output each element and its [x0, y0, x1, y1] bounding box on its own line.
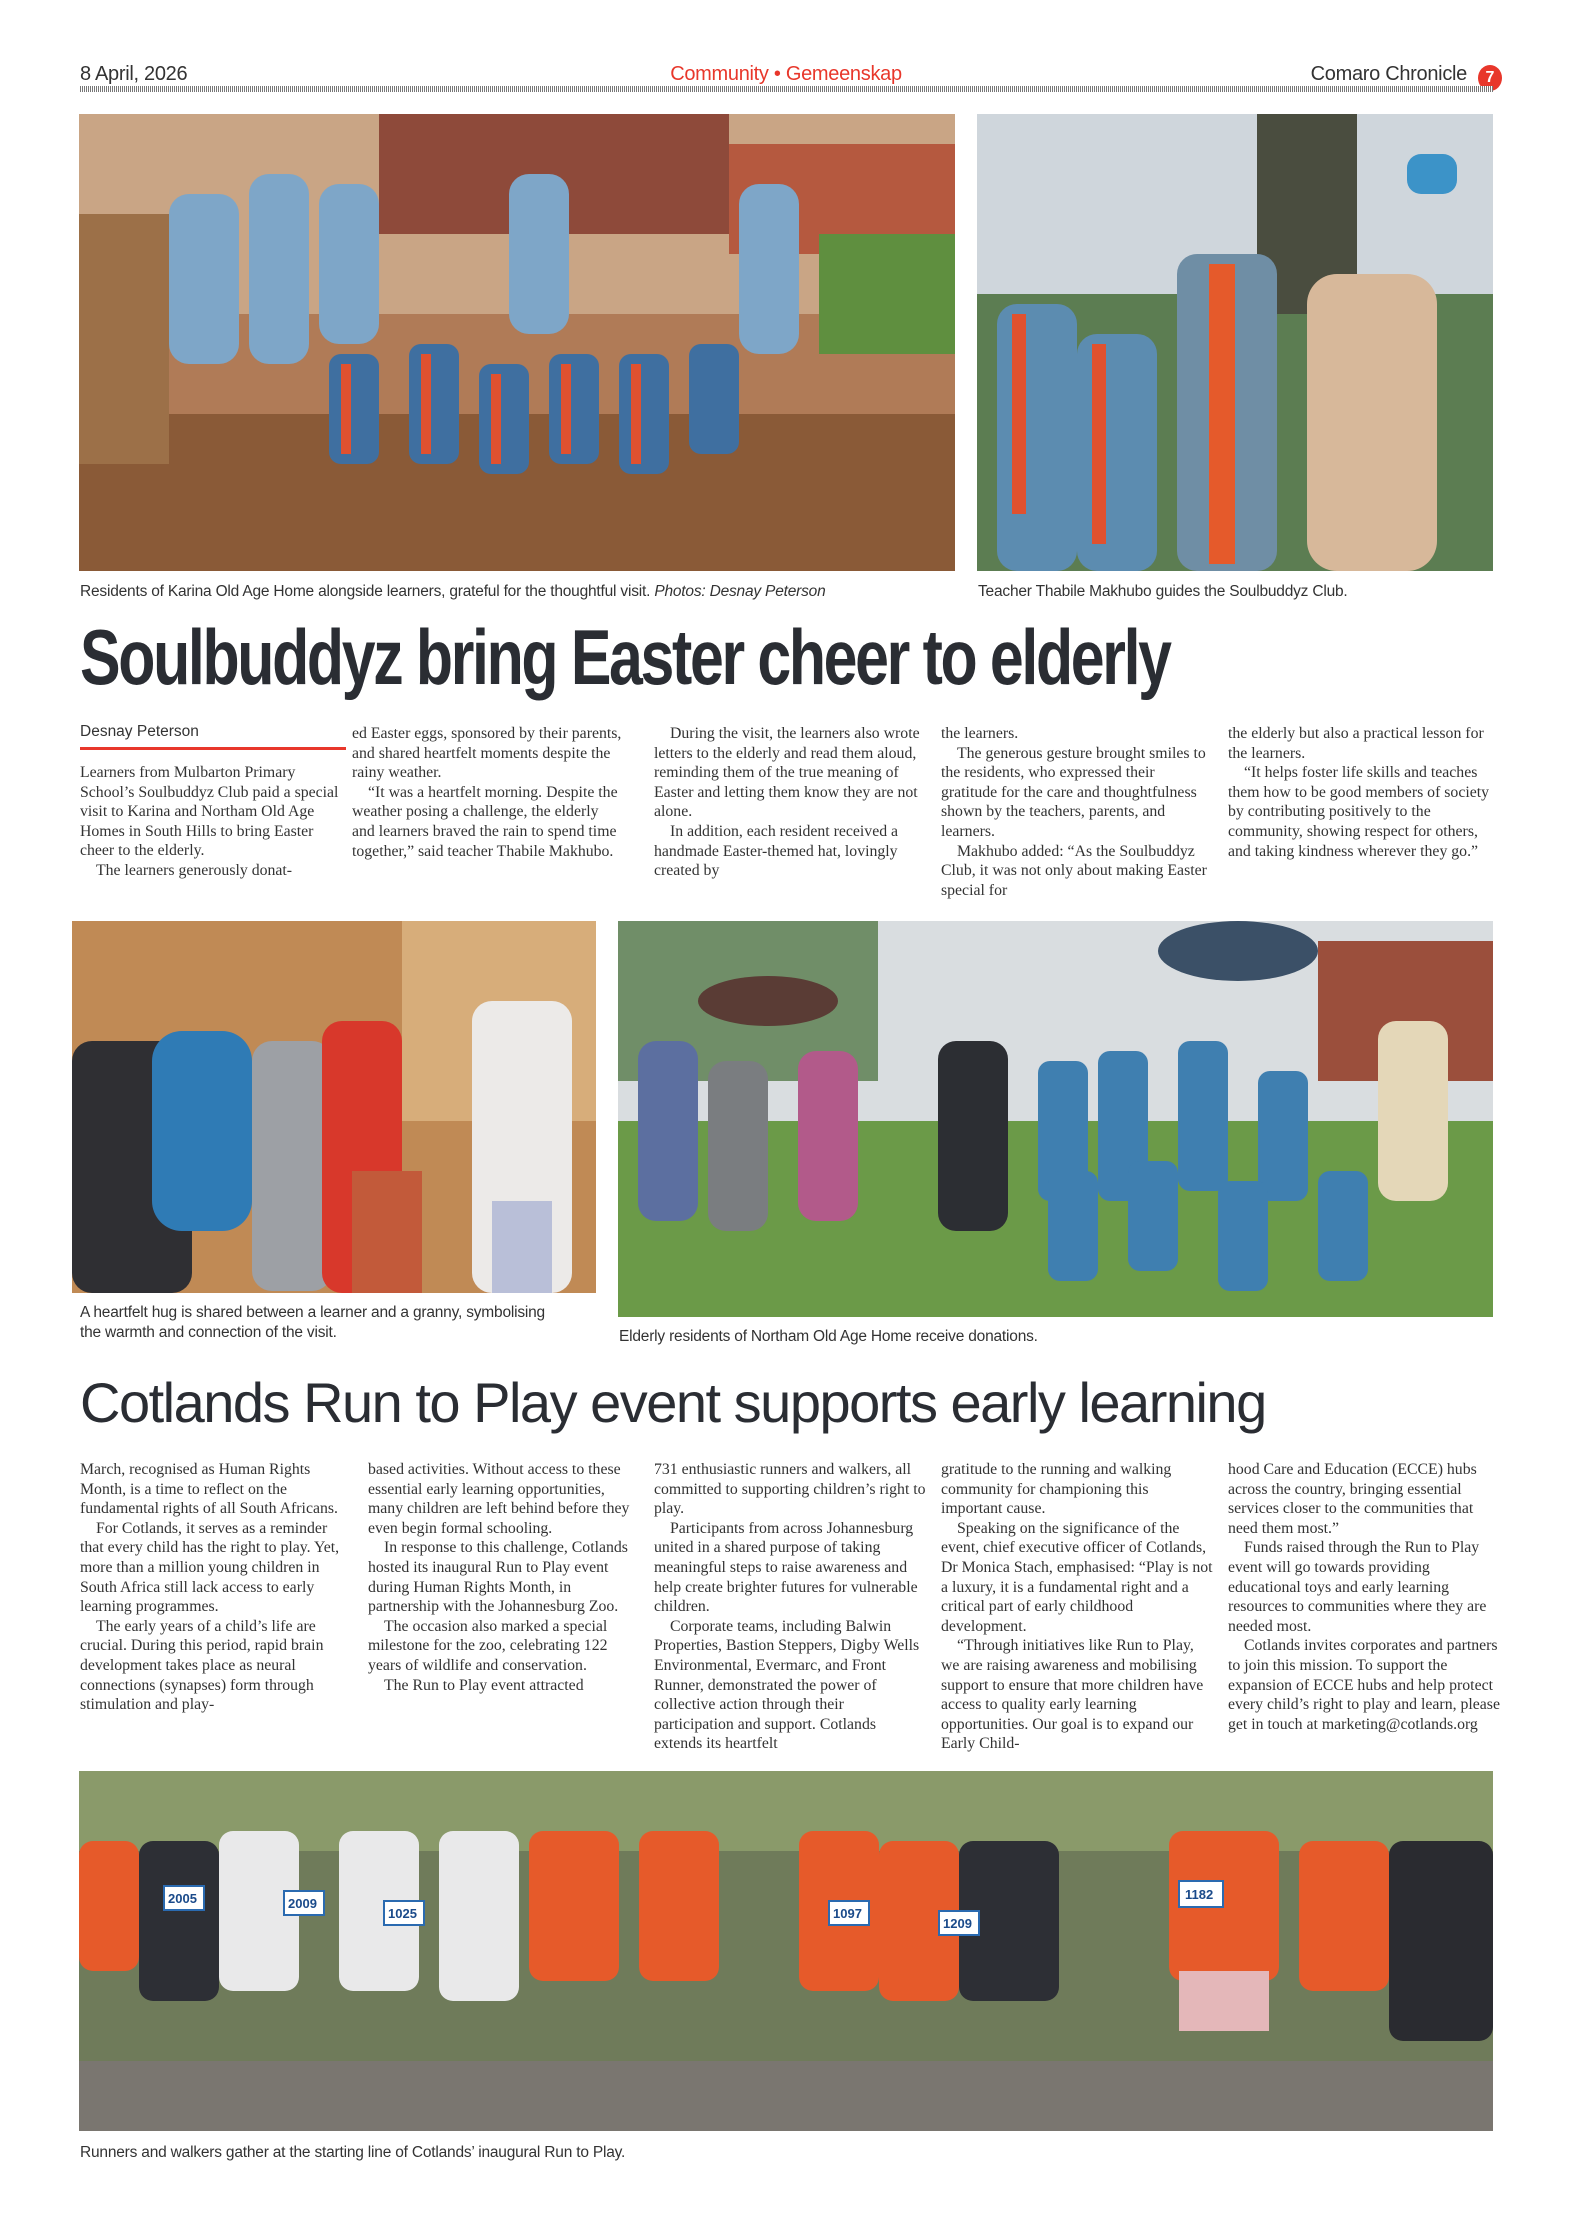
- paragraph: “It was a heartfelt morning. Despite the weather posing a challenge, the elderly and learners braved the rain to spend time together,” said teacher Thabile Makhubo.: [352, 783, 618, 860]
- svg-text:1182: 1182: [1185, 1887, 1214, 1902]
- article1-column-1: [80, 763, 346, 881]
- photo-credit: Photos: Desnay Peterson: [654, 583, 826, 600]
- headline-soulbuddyz: Soulbuddyz bring Easter cheer to elderly: [80, 613, 1170, 701]
- article2-column-1: [80, 1460, 352, 1715]
- caption-hug: [80, 1303, 600, 1343]
- caption-text: Residents of Karina Old Age Home alongside learners, grateful for the thoughtful visit.: [80, 583, 651, 600]
- paragraph: 731 enthusiastic runners and walkers, all committed to supporting children’s right to play.: [654, 1461, 926, 1518]
- paragraph: In addition, each resident received a handmade Easter-themed hat, lovingly created by: [654, 822, 899, 880]
- northam-photo-image: [618, 921, 1493, 1317]
- svg-text:1025: 1025: [388, 1906, 417, 1921]
- svg-text:1097: 1097: [833, 1906, 862, 1921]
- article2-column-2: [368, 1460, 640, 1695]
- caption-teacher: Teacher Thabile Makhubo guides the Soulbuddyz Club.: [978, 583, 1348, 600]
- paragraph: Participants from across Johannesburg united in a shared purpose of taking meaningful steps to raise awareness and help create brighter futures for vulnerable children.: [654, 1519, 918, 1616]
- paragraph: The early years of a child’s life are crucial. During this period, rapid brain development takes place as neural connections (synapses) form through stimulation and play-: [80, 1617, 324, 1714]
- paragraph: The learners generously donat-: [96, 861, 293, 879]
- paragraph: “It helps foster life skills and teaches them how to be good members of society by contributing positively to the community, showing respect for others, and taking kindness wherever they go.”: [1228, 764, 1490, 860]
- photo-teacher-club: [977, 114, 1493, 571]
- paragraph: Makhubo added: “As the Soulbuddyz Club, it was not only about making Easter special for: [941, 842, 1207, 899]
- group-photo-image: [79, 114, 955, 571]
- paragraph: ed Easter eggs, sponsored by their parents, and shared heartfelt moments despite the rainy weather.: [352, 725, 622, 782]
- issue-date: 8 April, 2026: [80, 63, 188, 85]
- article2-column-3: [654, 1460, 926, 1754]
- hug-photo-image: [72, 921, 596, 1293]
- caption-line: A heartfelt hug is shared between a learner and a granny, symbolising: [80, 1304, 545, 1321]
- paragraph: Funds raised through the Run to Play event will go towards providing educational toys and early learning resources to communities where they are needed most.: [1228, 1539, 1487, 1635]
- caption-runners: Runners and walkers gather at the starting line of Cotlands’ inaugural Run to Play.: [80, 2144, 626, 2161]
- teacher-photo-image: [977, 114, 1493, 571]
- paragraph: The Run to Play event attracted: [384, 1676, 584, 1694]
- paragraph: The generous gesture brought smiles to the residents, who expressed their gratitude for the care and thoughtfulness shown by the teachers, parents, and learners.: [941, 744, 1206, 840]
- paragraph: Cotlands invites corporates and partners to join this mission. To support the expansion of ECCE hubs and help protect every child’s right to play and learn, please get in touch at marketing@cotlands.org: [1228, 1637, 1500, 1733]
- photo-hug: [72, 921, 596, 1293]
- section-label: Community • Gemeenskap: [670, 63, 902, 85]
- headline-cotlands: Cotlands Run to Play event supports early learning: [80, 1371, 1266, 1434]
- paragraph: For Cotlands, it serves as a reminder that every child has the right to play. Yet, more than a million young children in South Africa still lack access to early learning programmes.: [80, 1519, 340, 1616]
- page-number-badge: 7: [1478, 65, 1502, 91]
- article2-column-4: [941, 1460, 1213, 1754]
- article2-column-5: [1228, 1460, 1504, 1734]
- caption-karina-group: [80, 582, 826, 602]
- svg-text:2005: 2005: [168, 1891, 197, 1906]
- paragraph: Learners from Mulbarton Primary School’s Soulbuddyz Club paid a special visit to Karina and Northam Old Age Homes in South Hills to bring Easter cheer to the elderly.: [80, 764, 339, 860]
- svg-text:1209: 1209: [943, 1916, 972, 1931]
- photo-northam: [618, 921, 1493, 1317]
- paragraph: The occasion also marked a special milestone for the zoo, celebrating 122 years of wildlife and conservation.: [368, 1617, 608, 1674]
- photo-runners: [79, 1771, 1493, 2131]
- paragraph: hood Care and Education (ECCE) hubs across the country, bringing essential services closer to the communities that need them most.”: [1228, 1461, 1477, 1537]
- byline: Desnay Peterson: [80, 723, 346, 750]
- caption-northam: Elderly residents of Northam Old Age Home receive donations.: [619, 1328, 1038, 1345]
- paragraph: Corporate teams, including Balwin Properties, Bastion Steppers, Digby Wells Environmental, Evermarc, and Front Runner, demonstrated the power of collective action through their participation and support. Cotlands extends its heartfelt: [654, 1617, 920, 1753]
- article1-column-4: [941, 724, 1213, 900]
- paragraph: the elderly but also a practical lesson for the learners.: [1228, 725, 1484, 762]
- paragraph: Speaking on the significance of the event, chief executive officer of Cotlands, Dr Monica Stach, emphasised: “Play is not a luxury, it is a fundamental right and a critical part of early childhood development.: [941, 1519, 1213, 1635]
- photo-karina-group: [79, 114, 955, 571]
- svg-text:2009: 2009: [288, 1896, 317, 1911]
- paragraph: During the visit, the learners also wrote letters to the elderly and read them aloud, reminding them of the true meaning of Easter and letting them know they are not alone.: [654, 725, 920, 821]
- paragraph: the learners.: [941, 725, 1019, 742]
- article1-column-3: [654, 724, 926, 881]
- paragraph: March, recognised as Human Rights Month, is a time to reflect on the fundamental rights of all South Africans.: [80, 1461, 338, 1518]
- paragraph: “Through initiatives like Run to Play, we are raising awareness and mobilising support to ensure that more children have access to quality early learning opportunities. Our goal is to expand our Early Child-: [941, 1637, 1204, 1753]
- article1-column-5: [1228, 724, 1496, 861]
- caption-line: the warmth and connection of the visit.: [80, 1324, 337, 1341]
- paragraph: gratitude to the running and walking community for championing this important cause.: [941, 1461, 1172, 1518]
- header-rule: [80, 86, 1493, 92]
- runners-photo-image: [79, 1771, 1493, 2131]
- paragraph: based activities. Without access to these essential early learning opportunities, many children are left behind before they even begin formal schooling.: [368, 1461, 630, 1537]
- article1-column-2: [352, 724, 624, 861]
- newspaper-name: Comaro Chronicle: [1310, 63, 1467, 85]
- paragraph: In response to this challenge, Cotlands hosted its inaugural Run to Play event during Human Rights Month, in partnership with the Johannesburg Zoo.: [368, 1539, 628, 1616]
